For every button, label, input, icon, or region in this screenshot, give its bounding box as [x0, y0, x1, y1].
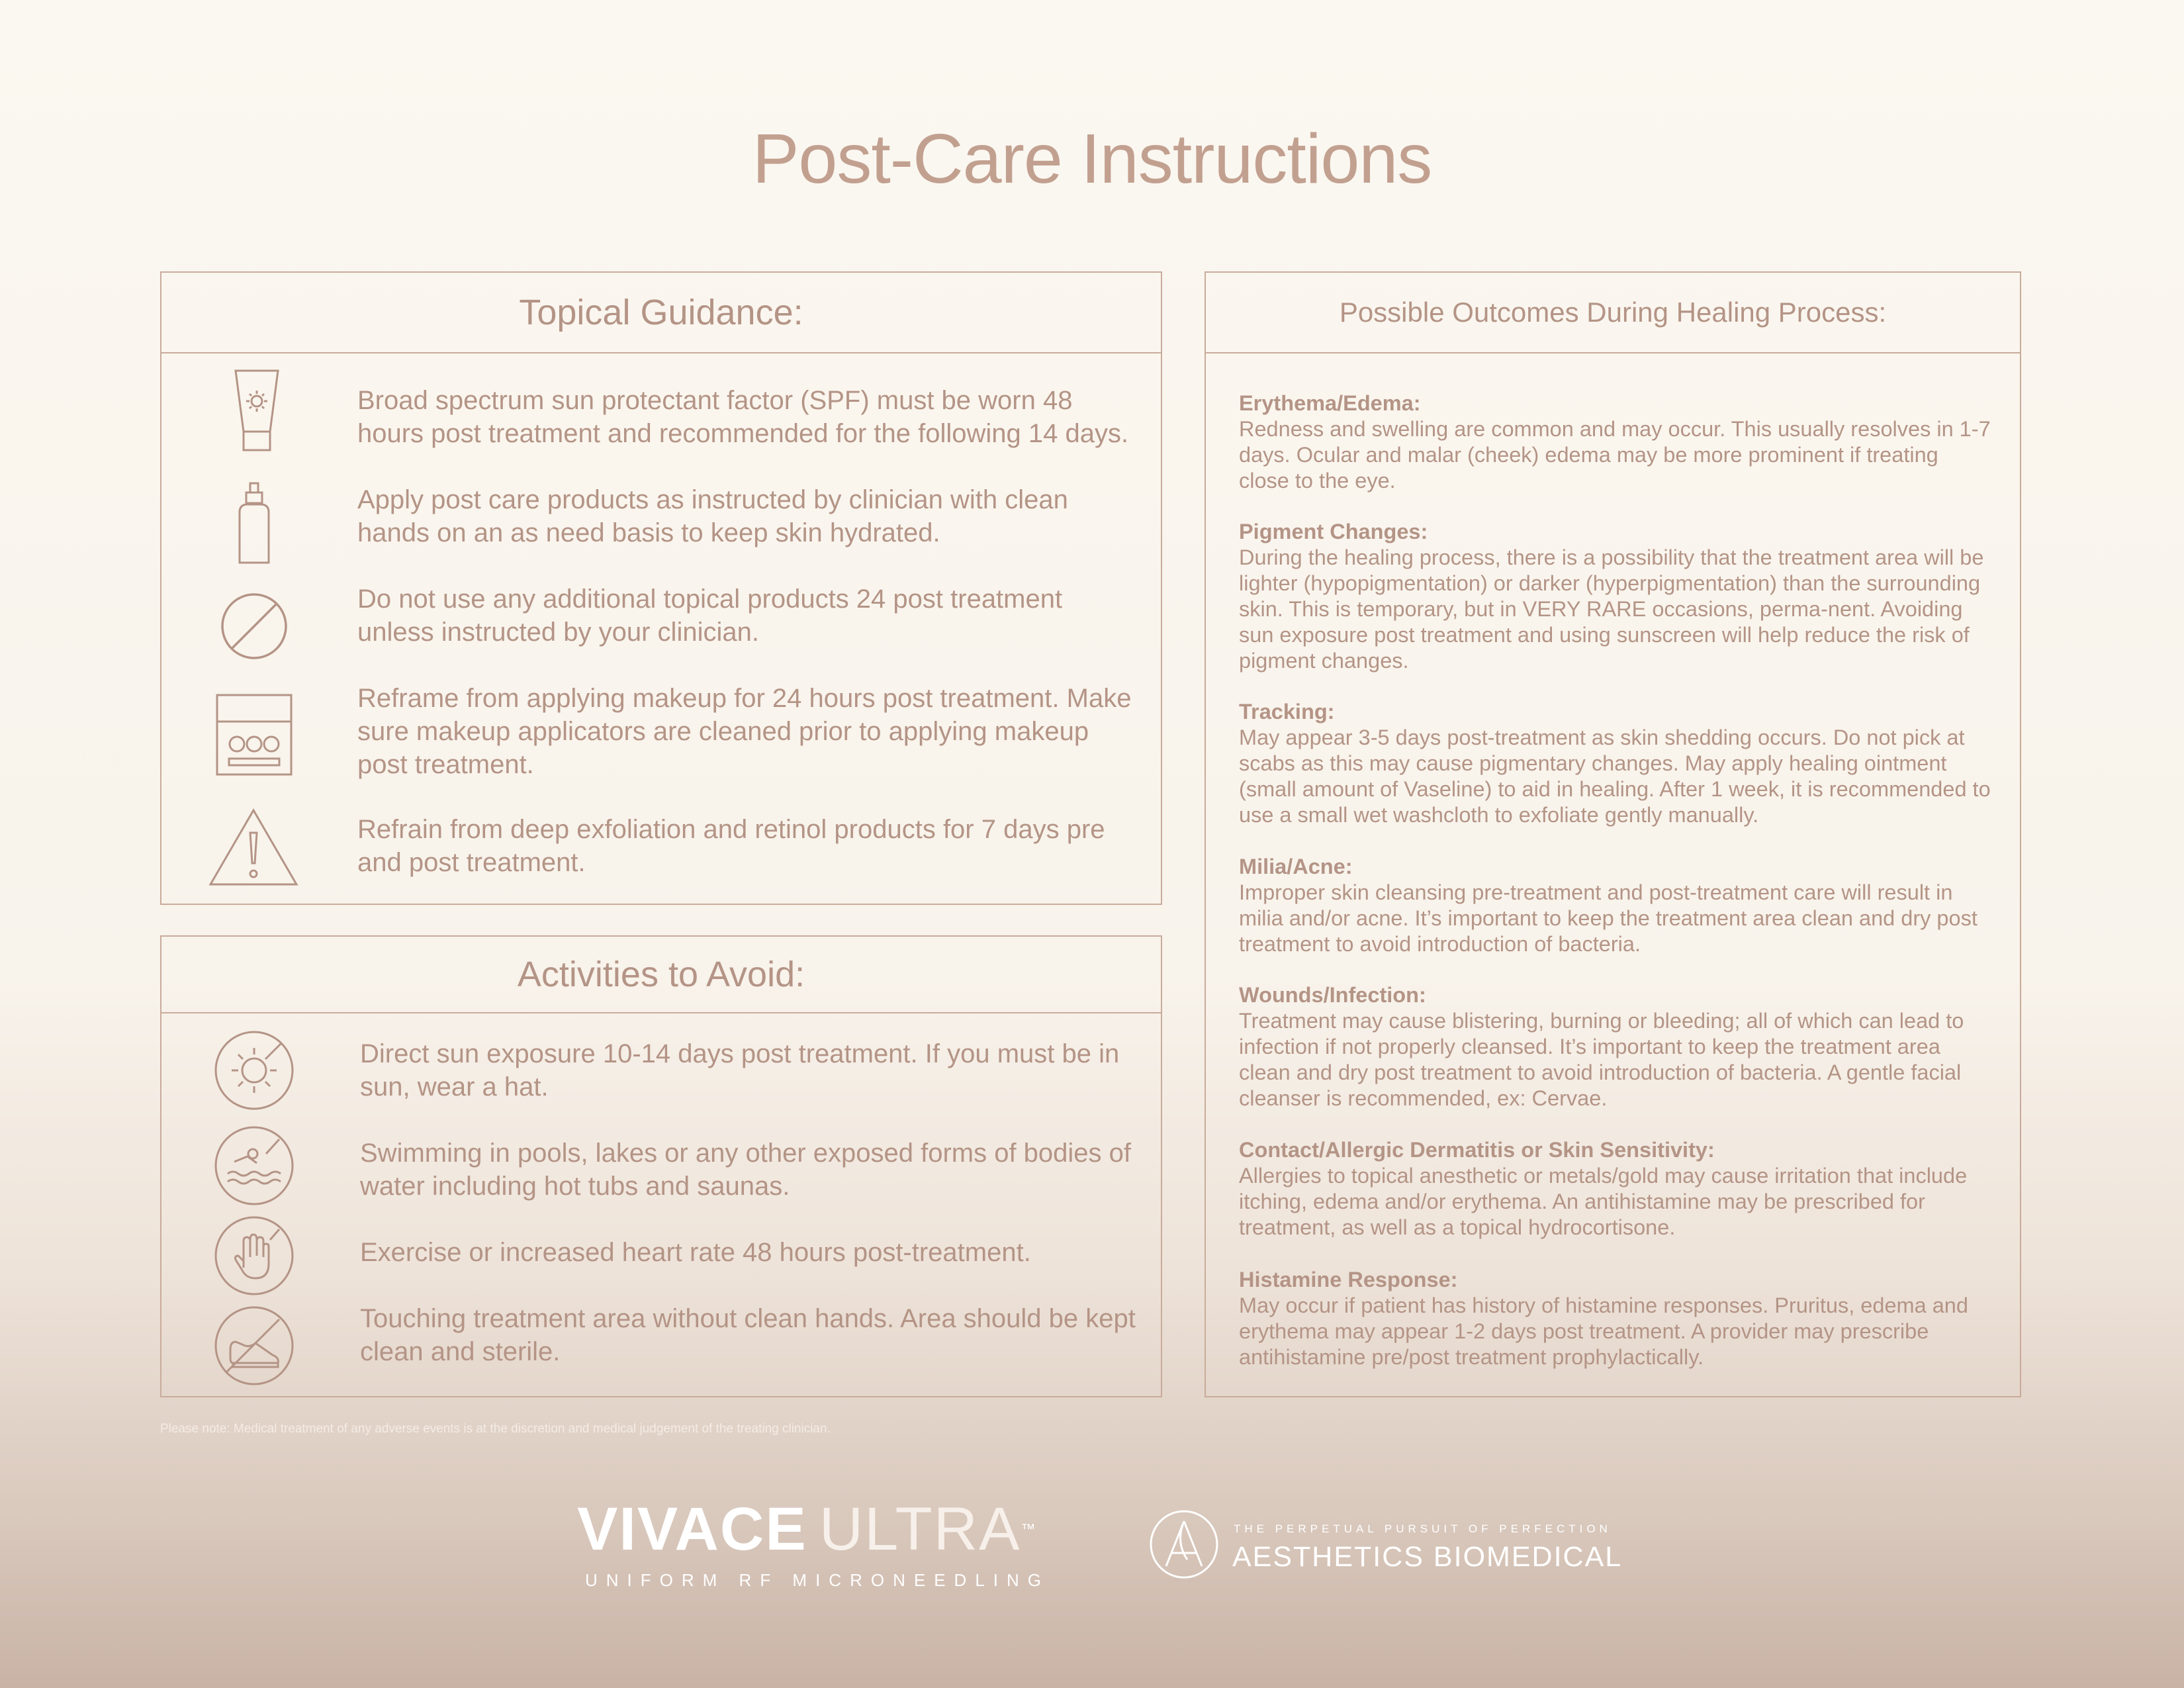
aesthetics-tagline: THE PERPETUAL PURSUIT OF PERFECTION — [1234, 1523, 1612, 1535]
outcome-text: Allergies to topical anesthetic or metals/gold may cause irritation that include itching, edema and/or erythema. An antihistamine may be prescribed for treatment, as well as a topical hydrocortisone. — [1239, 1164, 1968, 1239]
makeup-palette-icon — [213, 692, 295, 778]
outcome-title: Milia/Acne: — [1239, 855, 1353, 878]
outcome-text: Improper skin cleansing pre-treatment and post-treatment care will result in milia and/or acne. It’s important to keep the treatment area clean and dry post treatment to avoid introduction of bacteria. — [1239, 880, 1978, 956]
sunscreen-tube-icon — [232, 368, 282, 454]
topical-item-3-text: Do not use any additional topical products 24 post treatment unless instructed by your clinician. — [357, 585, 1063, 647]
possible-outcomes-panel — [1205, 271, 2021, 1397]
outcome-title: Contact/Allergic Dermatitis or Skin Sensitivity: — [1239, 1138, 1715, 1162]
vivace-ultra-logo — [577, 1495, 1050, 1591]
aesthetics-emblem-icon — [1149, 1509, 1219, 1583]
outcome-text: Redness and swelling are common and may occur. This usually resolves in 1-7 days. Ocular and malar (cheek) edema may be more prominent if treating close to the eye. — [1239, 417, 1991, 492]
topical-guidance-panel — [160, 271, 1162, 905]
page-title: Post-Care Instructions — [752, 120, 1432, 198]
activity-item-2-text: Swimming in pools, lakes or any other exposed forms of bodies of water including hot tubs and saunas. — [360, 1139, 1132, 1201]
aesthetics-wordmark: AESTHETICS BIOMEDICAL — [1232, 1541, 1623, 1573]
outcome-histamine-response — [1239, 1267, 1993, 1370]
no-shoe-icon — [213, 1305, 295, 1387]
outcome-title: Erythema/Edema: — [1239, 391, 1421, 415]
outcome-text: Treatment may cause blistering, burning or bleeding; all of which can lead to infection if not properly cleansed. It’s important to keep the treatment area clean and dry post treatment to avoid introduction of bacteria. A gentle facial cleanser is recommended, ex: Cervae. — [1239, 1009, 1964, 1110]
vivace-tagline: UNIFORM RF MICRONEEDLING — [585, 1570, 1050, 1590]
no-hand-icon — [213, 1215, 295, 1297]
outcome-tracking — [1239, 699, 1993, 828]
activity-item-3-text: Exercise or increased heart rate 48 hours post-treatment. — [360, 1238, 1031, 1267]
outcome-title: Histamine Response: — [1239, 1268, 1458, 1291]
outcome-title: Pigment Changes: — [1239, 520, 1428, 543]
vivace-wordmark: VIVACE — [577, 1495, 807, 1563]
outcomes-heading: Possible Outcomes During Healing Process: — [1206, 273, 2020, 353]
activity-item-4-text: Touching treatment area without clean hands. Area should be kept clean and sterile. — [360, 1304, 1136, 1366]
prohibited-icon — [218, 590, 290, 662]
activities-to-avoid-panel — [160, 935, 1162, 1397]
outcome-title: Tracking: — [1239, 700, 1335, 724]
no-swimming-icon — [213, 1125, 295, 1207]
outcome-wounds-infection — [1239, 982, 1993, 1111]
topical-guidance-heading: Topical Guidance: — [161, 273, 1161, 353]
activities-heading: Activities to Avoid: — [161, 937, 1161, 1013]
outcome-text: May occur if patient has history of histamine responses. Pruritus, edema and erythema may appear 1-2 days post treatment. A provider may prescribe antihistamine pre/post treatment prophylactically. — [1239, 1293, 1968, 1369]
disclaimer-note: Please note: Medical treatment of any adverse events is at the discretion and medical judgement of the treating clinician. — [160, 1422, 831, 1436]
warning-triangle-icon — [206, 806, 300, 888]
outcome-milia-acne — [1239, 854, 1993, 957]
topical-item-4-text: Reframe from applying makeup for 24 hours post treatment. Make sure makeup applicators are cleaned prior to applying makeup post treatment. — [357, 684, 1132, 779]
topical-item-5-text: Refrain from deep exfoliation and retinol products for 7 days pre and post treatment. — [357, 815, 1105, 877]
activity-item-1-text: Direct sun exposure 10-14 days post treatment. If you must be in sun, wear a hat. — [360, 1039, 1120, 1102]
outcome-pigment-changes — [1239, 519, 1993, 674]
no-sun-icon — [213, 1029, 295, 1111]
outcome-erythema — [1239, 391, 1993, 494]
outcome-contact-dermatitis — [1239, 1137, 1993, 1241]
dropper-bottle-icon — [234, 481, 274, 567]
outcome-text: During the healing process, there is a possibility that the treatment area will be lighter (hypopigmentation) or darker (hyperpigmentation) than the surrounding skin. This is temporary, but in VERY RARE occasions, perma-nent. Avoiding sun exposure post treatment and using sunscreen will help reduce the risk of pigment changes. — [1239, 545, 1984, 673]
outcome-text: May appear 3-5 days post-treatment as skin shedding occurs. Do not pick at scabs as this may cause pigmentary changes. May apply healing ointment (small amount of Vaseline) to aid in healing. After 1 week, it is recommended to use a small wet washcloth to exfoliate gently manually. — [1239, 726, 1991, 827]
topical-item-1-text: Broad spectrum sun protectant factor (SPF) must be worn 48 hours post treatment and recommended for the following 14 days. — [357, 386, 1129, 448]
trademark-symbol: ™ — [1021, 1521, 1037, 1537]
ultra-wordmark: ULTRA — [819, 1495, 1021, 1563]
outcome-title: Wounds/Infection: — [1239, 983, 1426, 1007]
topical-item-2-text: Apply post care products as instructed by clinician with clean hands on an as need basis to keep skin hydrated. — [357, 485, 1068, 547]
